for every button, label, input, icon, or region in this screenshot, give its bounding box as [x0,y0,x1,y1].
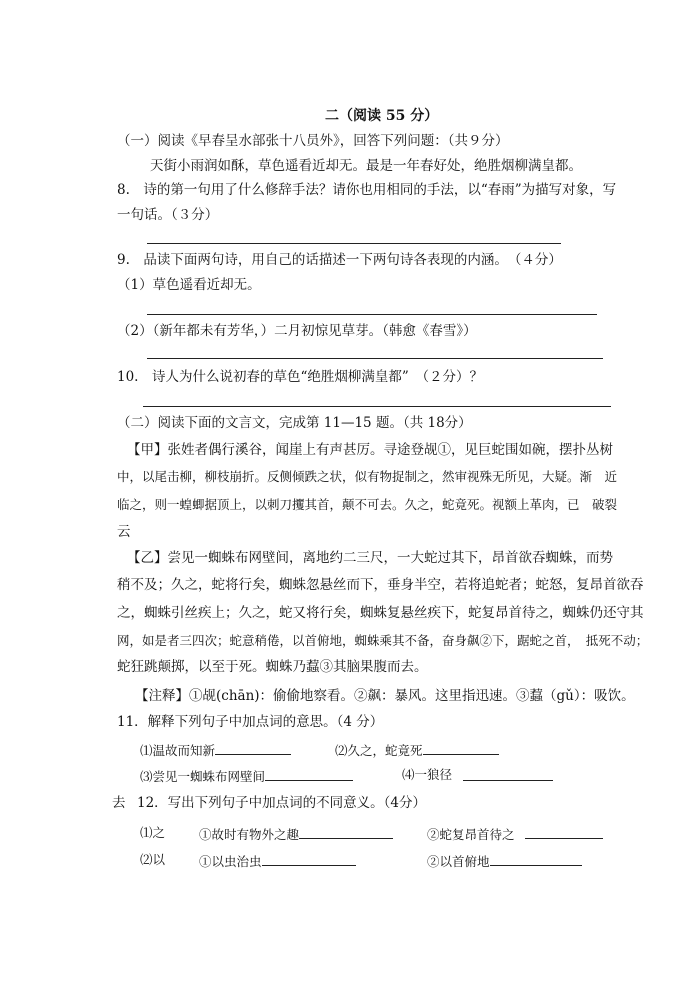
jia-line: 【甲】张姓者偶行溪谷，闻崖上有声甚厉。寻途登觇①，见巨蛇围如碗，摆扑丛树 [127,442,613,458]
section-title: 二（阅读 55 分） [325,108,439,124]
q9-item-1: （1）草色遥看近却无。 [117,277,261,293]
poem-text: 天街小雨润如酥，草色遥看近却无。最是一年春好处，绝胜烟柳满皇都。 [150,158,582,174]
q12-blank-1[interactable] [299,824,393,839]
q12-row1-label: ⑴之 [140,825,166,840]
yi-line: 【乙】尝见一蜘蛛布网壁间，离地约二三尺，一大蛇过其下，昂首欲吞蜘蛛，而势 [127,550,613,566]
q11-item-4-tail: 去 [112,795,126,811]
jia-line: 临之，则一蝗蝍据顶上，以刺刀攫其首，颠不可去。久之，蛇竟死。视额上革肉，已 破裂 [117,497,618,512]
q10-answer-line[interactable] [143,406,611,407]
q12-row2-b: ②以首俯地 [427,851,582,871]
q12-row1-a: ①故时有物外之趣 [199,824,393,844]
q11-blank-2[interactable] [423,740,499,755]
q11-item-1: ⑴温故而知新 [140,740,291,760]
q9-item-2: （2）（新年都未有芳华，）二月初惊见草芽。（韩愈《春雪》） [117,323,477,339]
q12-row2-a: ①以虫治虫 [199,851,356,871]
q12: 12．写出下列句子中加点词的不同意义。（4分） [137,795,427,811]
yi-line: 稍不及；久之，蛇将行矣，蜘蛛忽悬丝而下，垂身半空，若将追蛇者；蛇怒，复昂首欲吞 [117,577,644,593]
q12-blank-2[interactable] [525,824,603,839]
q11-item-3: ⑶尝见一蜘蛛布网壁间 [140,766,353,786]
yi-line: 蛇狂跳颠掷，以至于死。蜘蛛乃蠚③其脑果腹而去。 [117,659,428,675]
q8-answer-line[interactable] [147,243,561,244]
q9-answer-line-1[interactable] [147,314,597,315]
q12-row2-label: ⑵以 [140,852,166,867]
q11-item-2: ⑵久之，蛇竟死 [335,740,499,760]
q12-blank-4[interactable] [490,851,582,866]
q11-blank-3[interactable] [265,766,353,781]
q10: 10. 诗人为什么说初春的草色“绝胜烟柳满皇都” （２分）？ [117,369,484,385]
yi-line: 之，蜘蛛引丝疾上；久之，蛇又将行矣，蜘蛛复悬丝疾下，蛇复昂首待之，蜘蛛仍还守其 [117,605,644,621]
jia-line: 云 [117,524,131,540]
q8-line2: 一句话。（３分） [117,207,219,223]
q11: 11．解释下列句子中加点词的意思。（4 分） [117,714,384,730]
q11-blank-4[interactable] [463,780,553,781]
part1-heading: （一）阅读《早春呈水部张十八员外》，回答下列问题：（共９分） [117,133,509,149]
q12-row1-b: ②蛇复昂首待之 [427,824,603,844]
q12-blank-3[interactable] [262,851,356,866]
yi-line: 网，如是者三四次；蛇意稍倦，以首俯地，蜘蛛乘其不备，奋身飙②下，踞蛇之首， 抵死不动； [117,633,649,648]
q9-answer-line-2[interactable] [147,358,603,359]
q11-item-4: ⑷一狼径 [402,767,453,782]
q9: 9. 品读下面两句诗，用自己的话描述一下两句诗各表现的内涵。 （４分） [117,252,562,268]
annotation-note: 【注释】①觇(chān)：偷偷地察看。②飙：暴风。这里指迅速。③蠚（gǔ）：吸饮。 [135,688,635,704]
part2-heading: （二）阅读下面的文言文，完成第 11—15 题。（共 18分） [117,415,472,431]
q11-blank-1[interactable] [215,740,291,755]
jia-line: 中，以尾击柳，柳枝崩折。反侧倾跌之状，似有物捉制之，然审视殊无所见，大疑。渐 近 [117,469,618,484]
q8-line1: 8. 诗的第一句用了什么修辞手法？请你也用相同的手法，以“春雨”为描写对象，写 [117,182,617,198]
